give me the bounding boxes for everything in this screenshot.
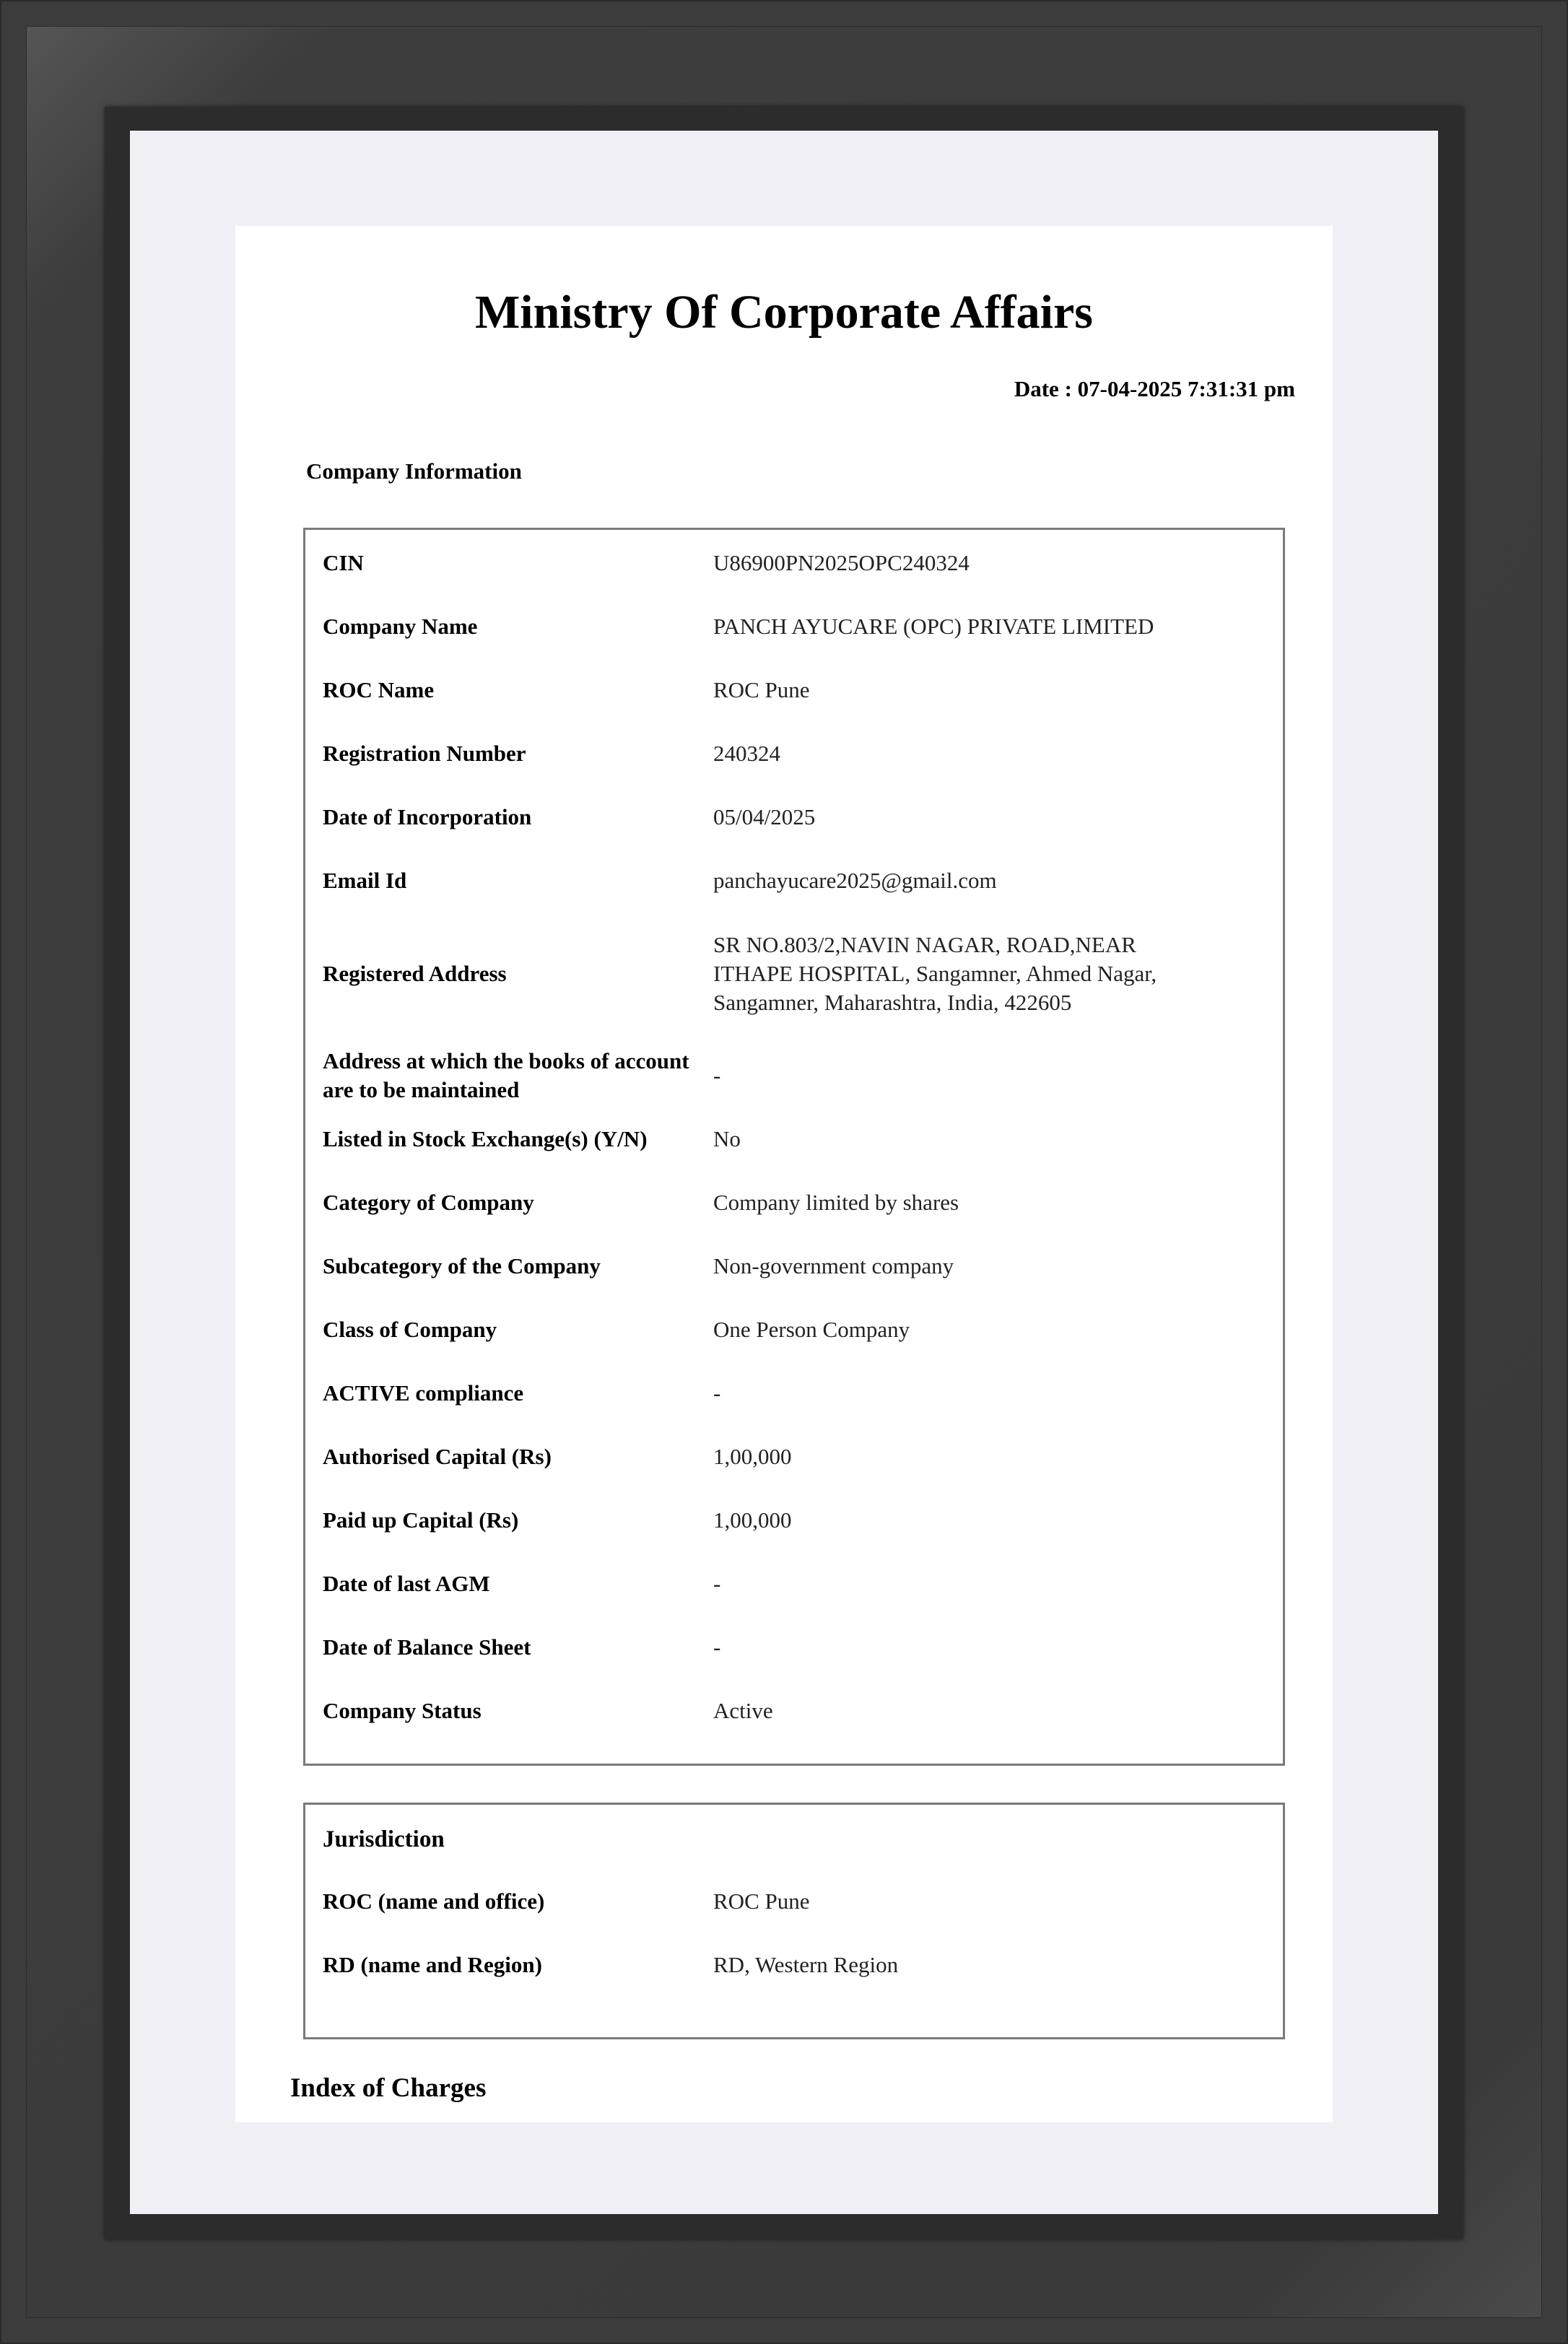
- info-value: One Person Company: [713, 1317, 910, 1342]
- info-label: Listed in Stock Exchange(s) (Y/N): [323, 1126, 648, 1151]
- info-label: Class of Company: [323, 1317, 497, 1342]
- company-info-table: [303, 528, 1285, 1766]
- info-label: Date of Balance Sheet: [323, 1634, 531, 1660]
- info-value: 240324: [713, 741, 780, 766]
- info-label: Authorised Capital (Rs): [323, 1444, 552, 1469]
- info-label: CIN: [323, 550, 364, 575]
- info-value: U86900PN2025OPC240324: [713, 550, 970, 575]
- index-of-charges-heading: Index of Charges: [290, 2073, 487, 2103]
- info-label: Date of last AGM: [323, 1571, 490, 1596]
- info-value: Company limited by shares: [713, 1190, 959, 1215]
- info-value: -: [713, 1063, 721, 1088]
- info-label: ACTIVE compliance: [323, 1380, 524, 1406]
- info-value: panchayucare2025@gmail.com: [713, 868, 997, 893]
- info-label: Registration Number: [323, 741, 526, 766]
- info-value: -: [713, 1634, 721, 1660]
- info-value: Non-government company: [713, 1253, 954, 1278]
- info-label: Company Name: [323, 614, 478, 639]
- info-value: 05/04/2025: [713, 804, 816, 829]
- info-label: Address at which the books of account are to be maintained: [323, 1048, 689, 1102]
- info-value: Active: [713, 1698, 773, 1723]
- jurisdiction-value: RD, Western Region: [713, 1952, 899, 1977]
- info-value: SR NO.803/2,NAVIN NAGAR, ROAD,NEAR ITHAPE HOSPITAL, Sangamner, Ahmed Nagar, Sangamner, Maharashtra, India, 422605: [713, 932, 1157, 1015]
- info-value: 1,00,000: [713, 1507, 792, 1533]
- jurisdiction-value: ROC Pune: [713, 1888, 810, 1914]
- jurisdiction-table: [303, 1803, 1285, 2039]
- info-value: ROC Pune: [713, 677, 810, 702]
- info-label: Date of Incorporation: [323, 804, 532, 829]
- info-label: Email Id: [323, 868, 407, 893]
- jurisdiction-label: RD (name and Region): [323, 1952, 542, 1977]
- info-label: Category of Company: [323, 1190, 534, 1215]
- jurisdiction-label: ROC (name and office): [323, 1888, 545, 1914]
- info-value: 1,00,000: [713, 1444, 792, 1469]
- document-page: [235, 226, 1333, 2122]
- document-title: Ministry Of Corporate Affairs: [475, 286, 1093, 339]
- info-value: -: [713, 1571, 721, 1596]
- company-info-heading: Company Information: [306, 458, 522, 484]
- info-label: Registered Address: [323, 961, 507, 986]
- jurisdiction-heading: Jurisdiction: [323, 1826, 445, 1852]
- info-value: -: [713, 1380, 721, 1406]
- info-label: Company Status: [323, 1698, 482, 1723]
- info-label: Paid up Capital (Rs): [323, 1507, 519, 1533]
- info-value: No: [713, 1126, 741, 1151]
- info-label: ROC Name: [323, 677, 435, 702]
- info-value: PANCH AYUCARE (OPC) PRIVATE LIMITED: [713, 614, 1154, 639]
- info-label: Subcategory of the Company: [323, 1253, 601, 1278]
- document-date: Date : 07-04-2025 7:31:31 pm: [1014, 376, 1295, 401]
